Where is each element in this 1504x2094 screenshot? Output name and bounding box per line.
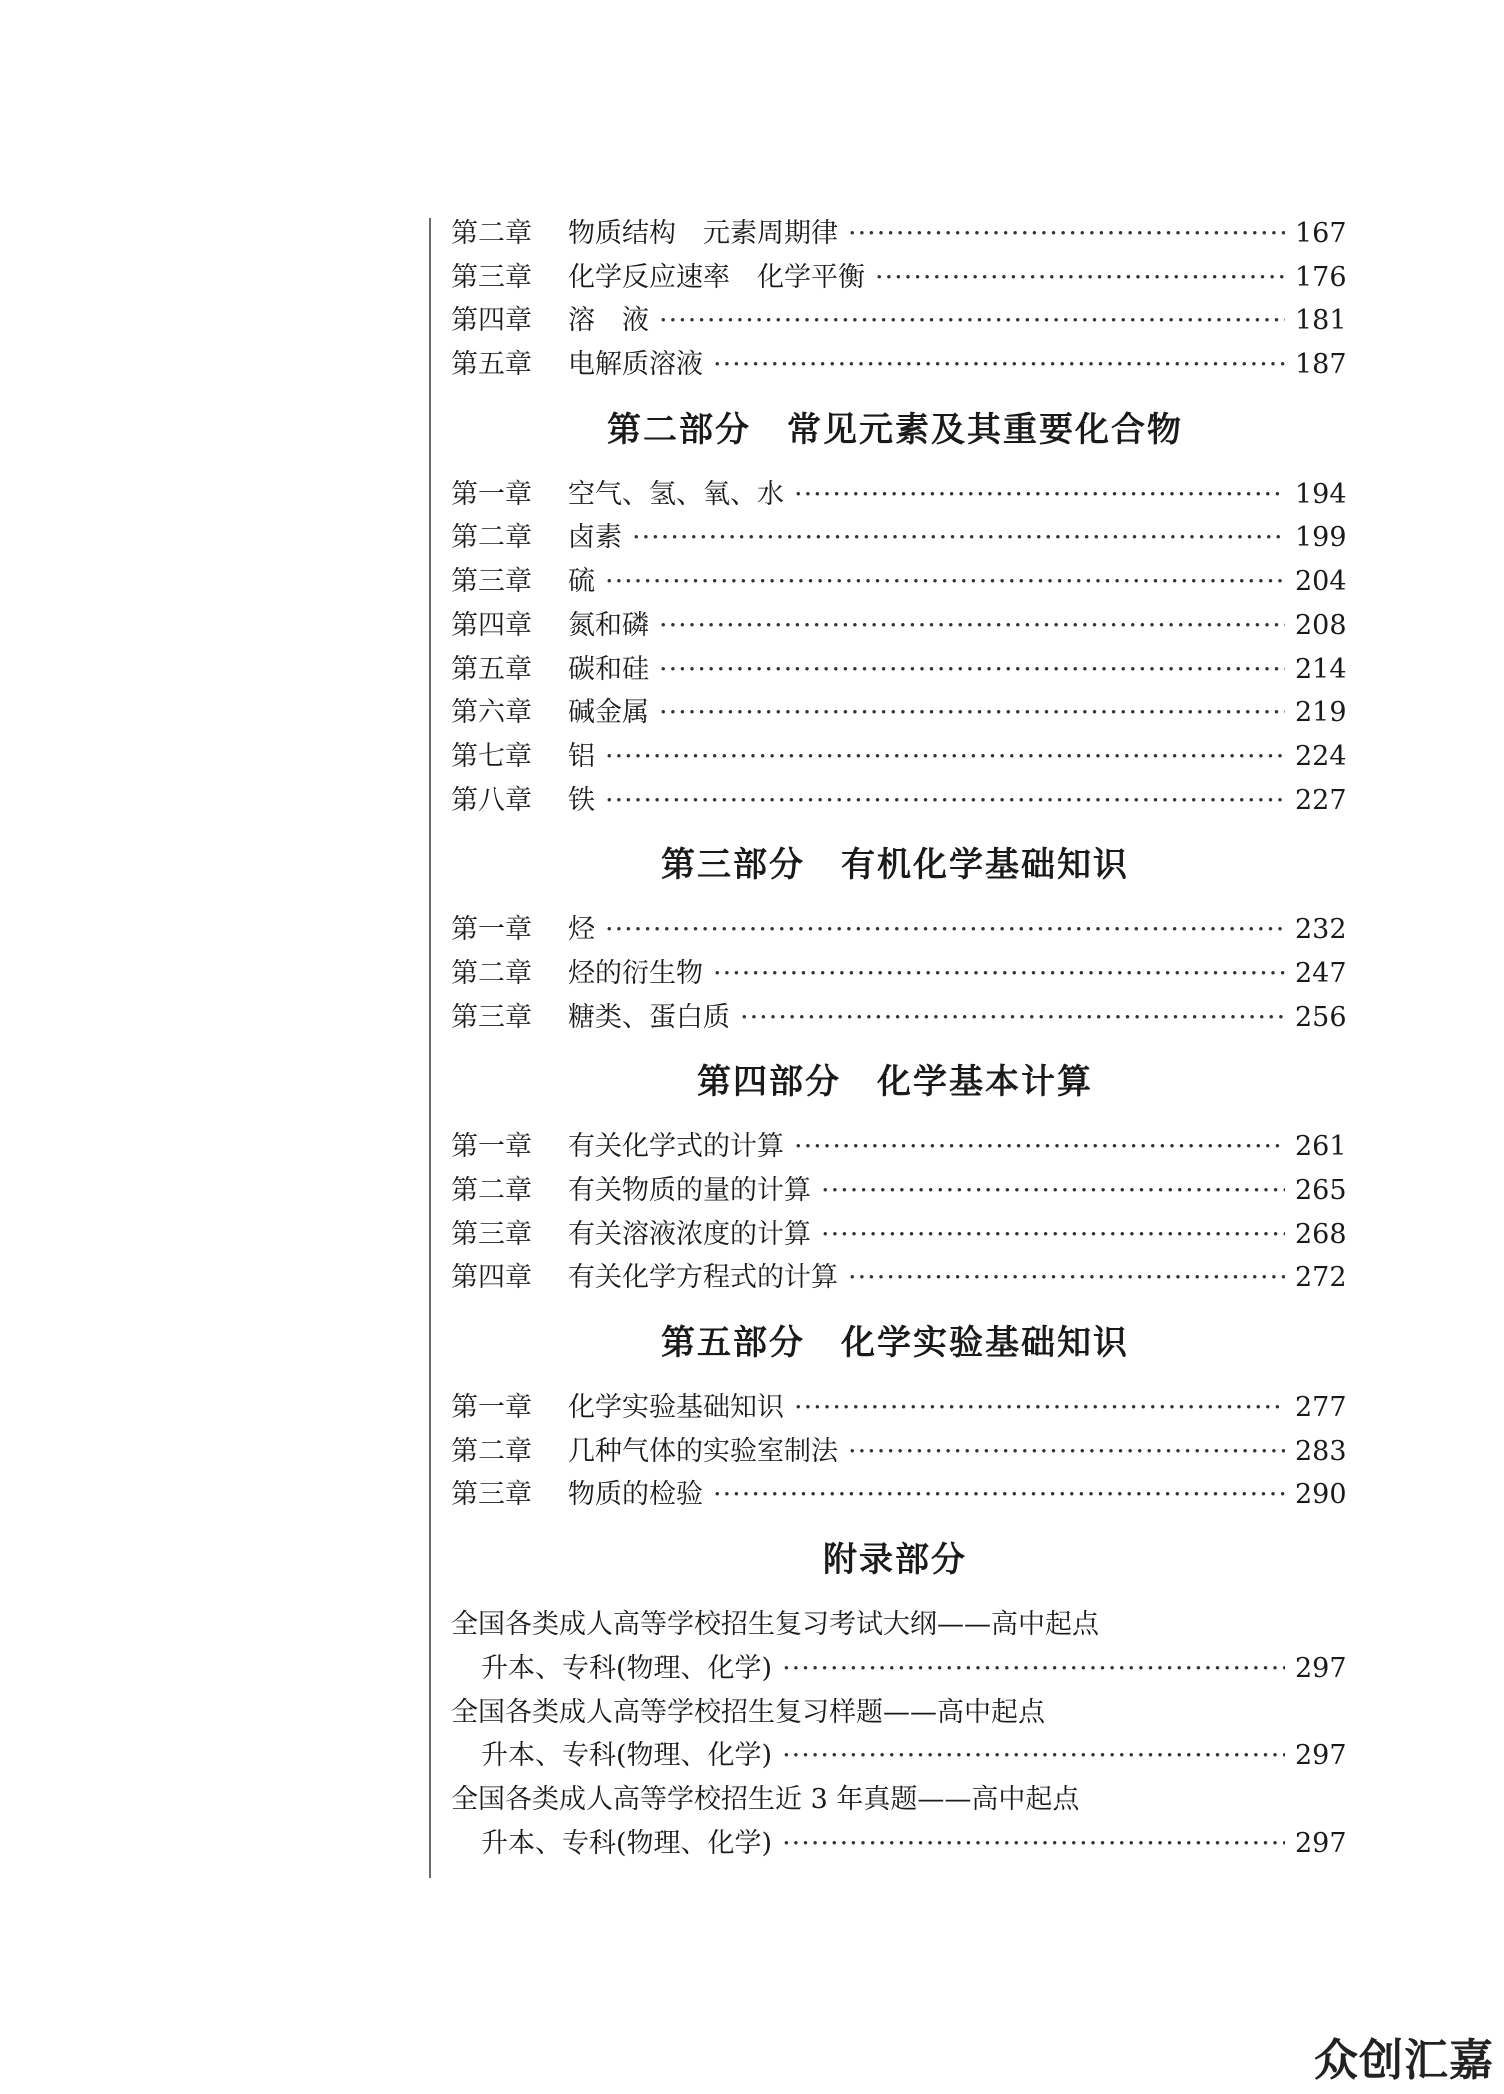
leader-dots	[632, 516, 1285, 560]
leader-dots	[659, 691, 1285, 735]
chapter-number: 第四章	[451, 1262, 532, 1294]
leader-dots	[659, 604, 1285, 648]
chapter-number: 第四章	[451, 609, 532, 641]
toc-entry[interactable]	[451, 1256, 1347, 1300]
toc-entry[interactable]	[451, 1125, 1347, 1169]
page-number: 290	[1295, 1479, 1347, 1511]
part-heading: 第三部分 有机化学基础知识	[661, 845, 1129, 886]
toc-entry[interactable]	[451, 908, 1347, 952]
chapter-title: 空气、氢、氧、水	[568, 478, 784, 510]
page-number: 297	[1295, 1652, 1347, 1684]
watermark: 众创汇嘉	[1314, 2035, 1494, 2086]
leader-dots	[821, 1213, 1285, 1257]
chapter-number: 第四章	[451, 305, 532, 337]
chapter-number: 第二章	[451, 1175, 532, 1206]
appendix-entry-title: 全国各类成人高等学校招生复习样题——高中起点	[451, 1696, 1045, 1728]
toc-entry[interactable]	[451, 1213, 1347, 1257]
chapter-number: 第一章	[451, 914, 532, 946]
leader-dots	[605, 908, 1285, 952]
toc-entry[interactable]	[451, 256, 1347, 300]
toc-entry[interactable]	[451, 1386, 1347, 1430]
part-heading: 第二部分 常见元素及其重要化合物	[607, 409, 1183, 450]
page-number: 181	[1295, 305, 1347, 337]
leader-dots	[605, 735, 1285, 779]
leader-dots	[659, 648, 1285, 692]
page-number: 227	[1295, 784, 1347, 816]
page-number: 277	[1295, 1392, 1347, 1424]
table-of-contents	[451, 212, 1347, 1865]
chapter-title: 有关化学式的计算	[568, 1131, 784, 1163]
page-number: 176	[1295, 261, 1347, 293]
chapter-title: 化学反应速率 化学平衡	[568, 261, 865, 293]
page-number: 247	[1295, 957, 1347, 989]
chapter-number: 第二章	[451, 957, 532, 989]
page-number: 256	[1295, 1001, 1347, 1033]
toc-entry[interactable]	[451, 1473, 1347, 1517]
part-heading: 第四部分 化学基本计算	[697, 1062, 1093, 1103]
toc-entry[interactable]	[451, 1822, 1347, 1866]
chapter-title: 溶 液	[568, 305, 649, 337]
leader-dots	[713, 343, 1285, 387]
toc-entry[interactable]	[451, 299, 1347, 343]
leader-dots	[794, 1125, 1285, 1169]
page-number: 268	[1295, 1218, 1347, 1250]
chapter-title: 烃	[568, 914, 595, 946]
chapter-title: 硫	[568, 566, 595, 598]
toc-entry[interactable]	[451, 735, 1347, 779]
chapter-number: 第五章	[451, 653, 532, 685]
leader-dots	[821, 1169, 1285, 1213]
chapter-title: 糖类、蛋白质	[568, 1001, 730, 1033]
toc-entry[interactable]	[451, 1734, 1347, 1778]
chapter-number: 第一章	[451, 1392, 532, 1424]
page-number: 204	[1295, 566, 1347, 598]
leader-dots	[848, 212, 1285, 256]
chapter-number: 第一章	[451, 478, 532, 510]
page-number: 272	[1295, 1262, 1347, 1294]
chapter-number: 第三章	[451, 566, 532, 598]
chapter-title: 几种气体的实验室制法	[568, 1435, 838, 1467]
chapter-number: 第七章	[451, 740, 532, 772]
toc-entry[interactable]	[451, 212, 1347, 256]
chapter-title: 碱金属	[568, 697, 649, 729]
toc-entry[interactable]	[451, 648, 1347, 692]
leader-dots	[782, 1647, 1285, 1691]
chapter-title: 物质结构 元素周期律	[568, 218, 838, 249]
chapter-title: 有关化学方程式的计算	[568, 1262, 838, 1294]
chapter-number: 第二章	[451, 522, 532, 554]
page-number: 208	[1295, 609, 1347, 641]
leader-dots	[794, 1386, 1285, 1430]
page-number: 232	[1295, 914, 1347, 946]
toc-entry[interactable]	[451, 996, 1347, 1040]
toc-entry[interactable]	[451, 779, 1347, 823]
chapter-number: 第六章	[451, 697, 532, 729]
toc-entry[interactable]	[451, 952, 1347, 996]
chapter-number: 第八章	[451, 784, 532, 816]
page-number: 194	[1295, 478, 1347, 510]
chapter-title: 有关溶液浓度的计算	[568, 1218, 811, 1250]
leader-dots	[605, 779, 1285, 823]
toc-entry[interactable]	[451, 691, 1347, 735]
chapter-title: 化学实验基础知识	[568, 1392, 784, 1424]
toc-entry[interactable]	[451, 560, 1347, 604]
margin-rule	[429, 218, 431, 1878]
page-number: 297	[1295, 1827, 1347, 1859]
leader-dots	[659, 299, 1285, 343]
part-heading: 第五部分 化学实验基础知识	[661, 1323, 1129, 1364]
chapter-title: 铁	[568, 784, 595, 816]
toc-entry[interactable]	[451, 1430, 1347, 1474]
chapter-number: 第三章	[451, 1479, 532, 1511]
appendix-entry-subtitle: 升本、专科(物理、化学)	[481, 1652, 773, 1684]
leader-dots	[740, 996, 1285, 1040]
appendix-entry-title: 全国各类成人高等学校招生近 3 年真题——高中起点	[451, 1783, 1080, 1815]
toc-entry[interactable]	[451, 343, 1347, 387]
chapter-title: 铝	[568, 740, 595, 772]
toc-entry[interactable]	[451, 1647, 1347, 1691]
leader-dots	[875, 256, 1285, 300]
page-number: 219	[1295, 697, 1347, 729]
toc-entry[interactable]	[451, 1169, 1347, 1213]
leader-dots	[848, 1256, 1285, 1300]
chapter-number: 第二章	[451, 1435, 532, 1467]
leader-dots	[605, 560, 1285, 604]
chapter-title: 卤素	[568, 522, 622, 554]
appendix-entry-subtitle: 升本、专科(物理、化学)	[481, 1827, 773, 1859]
chapter-title: 电解质溶液	[568, 349, 703, 381]
chapter-title: 物质的检验	[568, 1479, 703, 1511]
leader-dots	[713, 1473, 1285, 1517]
page-number: 297	[1295, 1740, 1347, 1772]
page-number: 265	[1295, 1175, 1347, 1206]
leader-dots	[782, 1822, 1285, 1866]
page-number: 167	[1295, 218, 1347, 249]
chapter-number: 第三章	[451, 261, 532, 293]
chapter-number: 第三章	[451, 1218, 532, 1250]
page-number: 214	[1295, 653, 1347, 685]
leader-dots	[794, 473, 1285, 517]
page-number: 283	[1295, 1435, 1347, 1467]
appendix-entry-subtitle: 升本、专科(物理、化学)	[481, 1740, 773, 1772]
appendix-entry-title: 全国各类成人高等学校招生复习考试大纲——高中起点	[451, 1609, 1099, 1641]
chapter-title: 碳和硅	[568, 653, 649, 685]
chapter-number: 第五章	[451, 349, 532, 381]
leader-dots	[713, 952, 1285, 996]
chapter-number: 第一章	[451, 1131, 532, 1163]
page-number: 224	[1295, 740, 1347, 772]
toc-entry[interactable]	[451, 604, 1347, 648]
chapter-title: 氮和磷	[568, 609, 649, 641]
chapter-title: 有关物质的量的计算	[568, 1175, 811, 1206]
chapter-number: 第三章	[451, 1001, 532, 1033]
leader-dots	[782, 1734, 1285, 1778]
page-number: 187	[1295, 349, 1347, 381]
page-number: 199	[1295, 522, 1347, 554]
toc-entry[interactable]	[451, 473, 1347, 517]
chapter-number: 第二章	[451, 218, 532, 249]
chapter-title: 烃的衍生物	[568, 957, 703, 989]
page-number: 261	[1295, 1131, 1347, 1163]
appendix-heading: 附录部分	[823, 1540, 967, 1581]
leader-dots	[848, 1430, 1285, 1474]
toc-entry[interactable]	[451, 516, 1347, 560]
